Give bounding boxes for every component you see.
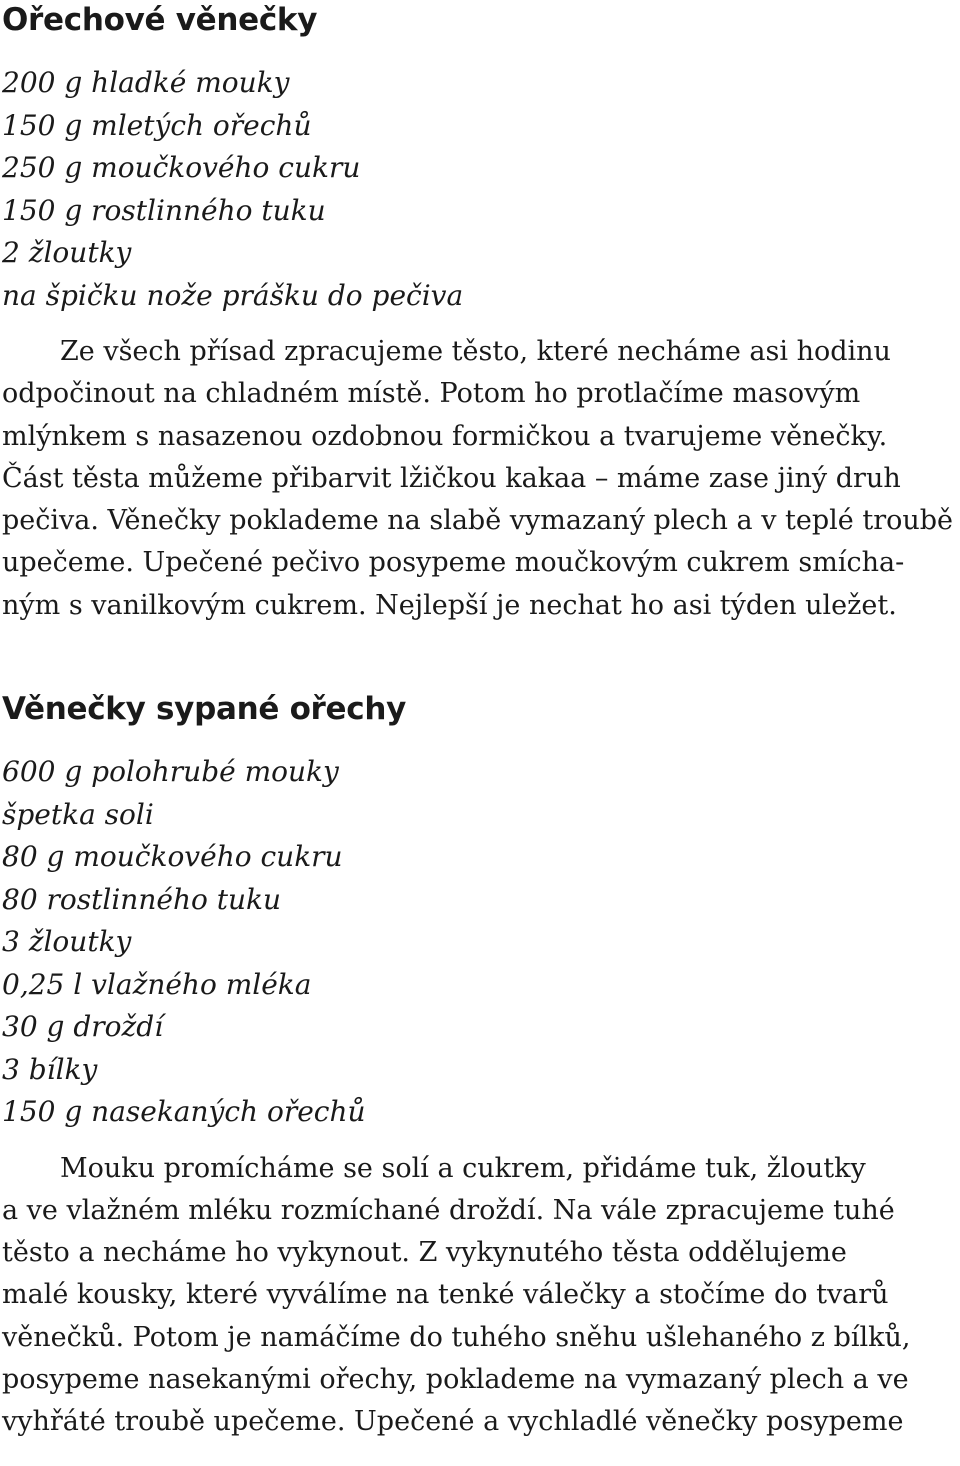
instruction-line: věnečků. Potom je namáčíme do tuhého sněhu ušlehaného z bílků, bbox=[2, 1321, 911, 1353]
instruction-line: Část těsta můžeme přibarvit lžičkou kakaa – máme zase jiný druh bbox=[2, 462, 901, 494]
ingredient-list bbox=[2, 62, 958, 317]
ingredient-item: 80 rostlinného tuku bbox=[2, 882, 282, 916]
instruction-line: mlýnkem s nasazenou ozdobnou formičkou a tvarujeme věnečky. bbox=[2, 420, 888, 452]
instructions-paragraph bbox=[2, 1148, 958, 1444]
ingredient-item: špetka soli bbox=[2, 797, 154, 831]
ingredient-list bbox=[2, 751, 958, 1134]
instruction-line: upečeme. Upečené pečivo posypeme moučkovým cukrem smícha- bbox=[2, 547, 905, 579]
ingredient-item: 2 žloutky bbox=[2, 236, 132, 269]
ingredient-item: 250 g moučkového cukru bbox=[2, 151, 361, 184]
ingredient-item: 30 g droždí bbox=[2, 1010, 164, 1043]
ingredient-item: 600 g polohrubé mouky bbox=[2, 755, 339, 788]
instruction-line: a ve vlažném mléku rozmíchané droždí. Na vále zpracujeme tuhé bbox=[2, 1194, 895, 1226]
recipe-section bbox=[2, 689, 958, 1444]
ingredient-item: na špičku nože prášku do pečiva bbox=[2, 278, 464, 312]
recipe-title: Věnečky sypané ořechy bbox=[2, 691, 407, 727]
instruction-line: vyhřáté troubě upečeme. Upečené a vychladlé věnečky posypeme bbox=[2, 1406, 904, 1438]
instruction-line: odpočinout na chladném místě. Potom ho protlačíme masovým bbox=[2, 378, 861, 410]
recipe-section bbox=[2, 0, 958, 627]
ingredient-item: 200 g hladké mouky bbox=[2, 66, 290, 99]
instruction-line: pečiva. Věnečky poklademe na slabě vymazaný plech a v teplé troubě bbox=[2, 505, 954, 537]
instruction-line: těsto a necháme ho vykynout. Z vykynutého těsta oddělujeme bbox=[2, 1237, 847, 1269]
ingredient-item: 0,25 l vlažného mléka bbox=[2, 967, 312, 1001]
instruction-line: posypeme nasekanými ořechy, poklademe na vymazaný plech a ve bbox=[2, 1363, 909, 1395]
instruction-line: malé kousky, které vyválíme na tenké válečky a stočíme do tvarů bbox=[2, 1279, 889, 1311]
ingredient-item: 80 g moučkového cukru bbox=[2, 840, 343, 873]
instruction-line: Ze všech přísad zpracujeme těsto, které necháme asi hodinu bbox=[60, 336, 891, 367]
instruction-line: Mouku promícháme se solí a cukrem, přidáme tuk, žloutky bbox=[60, 1152, 866, 1184]
instructions-paragraph bbox=[2, 331, 958, 627]
ingredient-item: 150 g mletých ořechů bbox=[2, 108, 312, 142]
ingredient-item: 3 bílky bbox=[2, 1052, 98, 1086]
instruction-line: ným s vanilkovým cukrem. Nejlepší je nechat ho asi týden uležet. bbox=[2, 589, 897, 621]
ingredient-item: 150 g nasekaných ořechů bbox=[2, 1095, 366, 1128]
ingredient-item: 3 žloutky bbox=[2, 925, 132, 958]
recipe-title: Ořechové věnečky bbox=[2, 2, 318, 38]
ingredient-item: 150 g rostlinného tuku bbox=[2, 193, 326, 227]
